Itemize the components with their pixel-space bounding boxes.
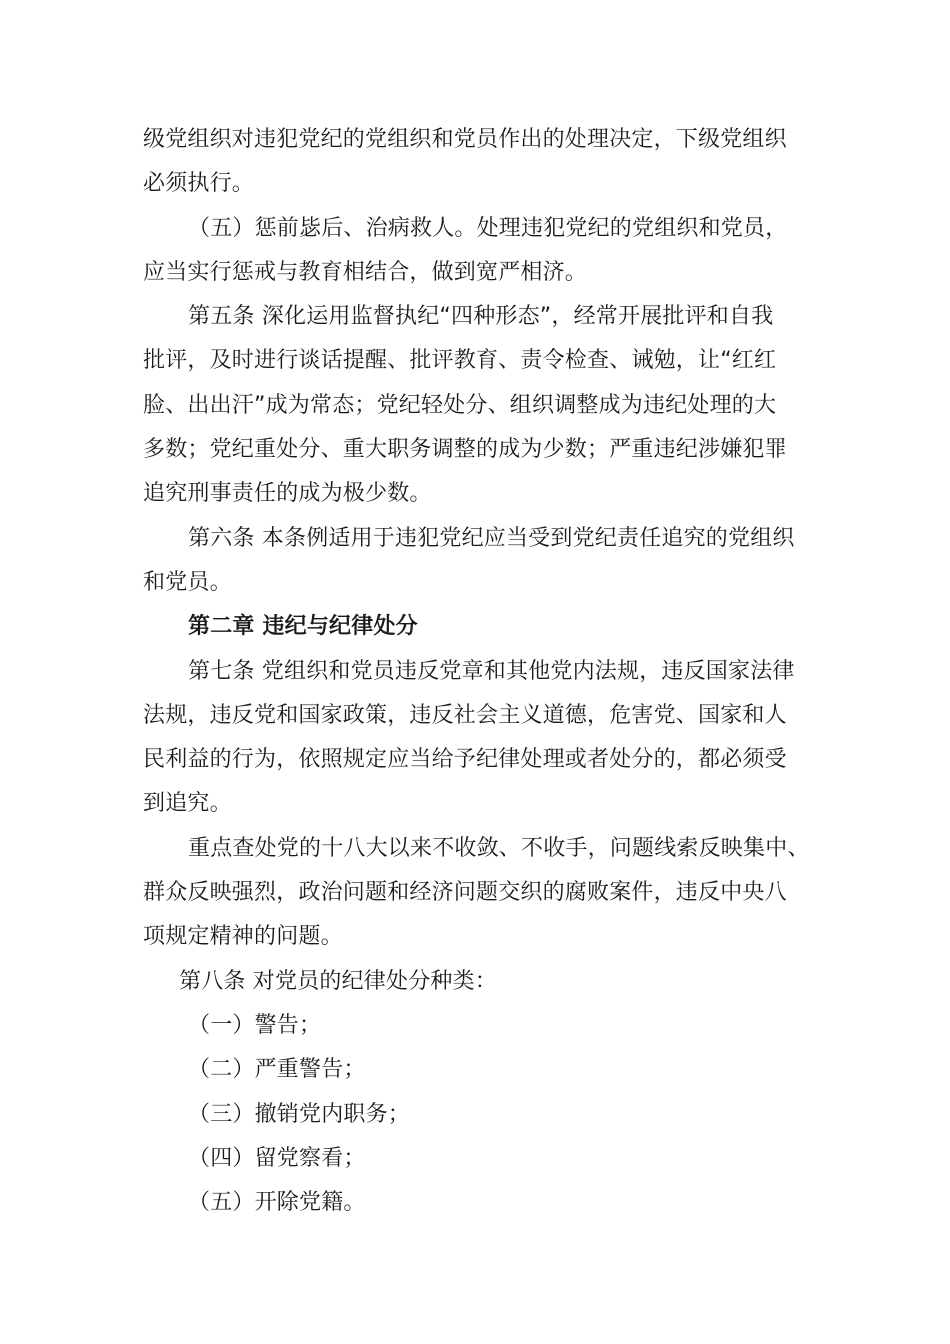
paragraph-line: 法规，违反党和国家政策，违反社会主义道德，危害党、国家和人 <box>143 702 787 728</box>
paragraph-line: 必须执行。 <box>143 171 255 197</box>
list-item: （二）严重警告； <box>188 1057 366 1083</box>
paragraph-line: （五）惩前毖后、治病救人。处理违犯党纪的党组织和党员， <box>188 215 788 241</box>
list-item: （五）开除党籍。 <box>188 1190 366 1216</box>
paragraph-line: 和党员。 <box>143 569 232 595</box>
paragraph-line: 追究刑事责任的成为极少数。 <box>143 481 432 507</box>
paragraph-line: 脸、出出汗”成为常态；党纪轻处分、组织调整成为违纪处理的大 <box>143 392 777 418</box>
paragraph-line: 多数；党纪重处分、重大职务调整的成为少数；严重违纪涉嫌犯罪 <box>143 437 787 463</box>
list-item: （四）留党察看； <box>188 1145 366 1171</box>
list-item: （三）撤销党内职务； <box>188 1101 411 1127</box>
article-6-line: 第六条 本条例适用于违犯党纪应当受到党纪责任追究的党组织 <box>188 525 795 551</box>
paragraph-line: 批评，及时进行谈话提醒、批评教育、责令检查、诫勉，让“红红 <box>143 348 777 374</box>
paragraph-line: 到追究。 <box>143 791 232 817</box>
article-7-line: 第七条 党组织和党员违反党章和其他党内法规，违反国家法律 <box>188 658 795 684</box>
article-8-line: 第八条 对党员的纪律处分种类： <box>179 968 497 994</box>
document-page <box>143 118 808 1225</box>
paragraph-line: 项规定精神的问题。 <box>143 924 343 950</box>
article-5-line: 第五条 深化运用监督执纪“四种形态”，经常开展批评和自我 <box>188 304 774 330</box>
list-item: （一）警告； <box>188 1012 322 1038</box>
paragraph-line: 群众反映强烈，政治问题和经济问题交织的腐败案件，违反中央八 <box>143 880 787 906</box>
paragraph-line: 应当实行惩戒与教育相结合，做到宽严相济。 <box>143 259 588 285</box>
chapter-heading: 第二章 违纪与纪律处分 <box>188 614 418 640</box>
paragraph-line: 民利益的行为，依照规定应当给予纪律处理或者处分的，都必须受 <box>143 747 787 773</box>
paragraph-line: 级党组织对违犯党纪的党组织和党员作出的处理决定，下级党组织 <box>143 127 787 152</box>
paragraph-line: 重点查处党的十八大以来不收敛、不收手，问题线索反映集中、 <box>188 835 810 861</box>
